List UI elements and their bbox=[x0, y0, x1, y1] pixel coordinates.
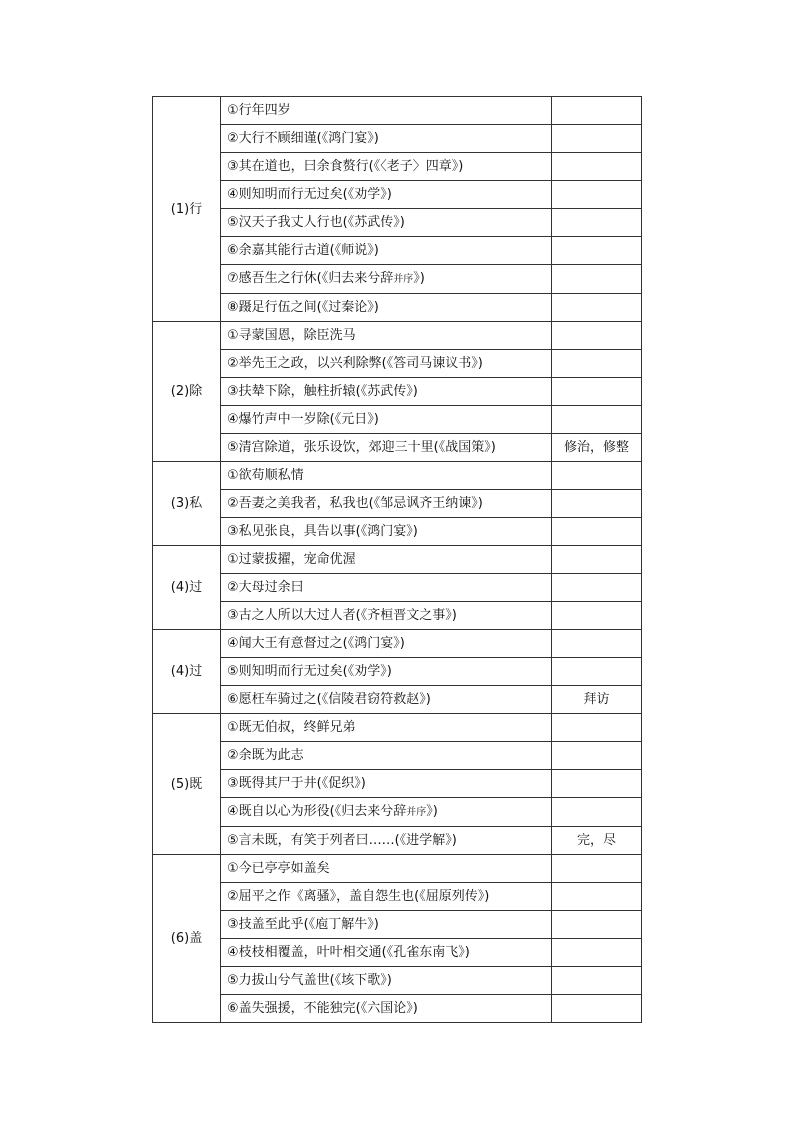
sentence-cell bbox=[221, 322, 552, 350]
table-row bbox=[153, 883, 642, 911]
meaning-cell bbox=[552, 574, 642, 602]
table-row bbox=[153, 827, 642, 855]
meaning-cell bbox=[552, 350, 642, 378]
sentence-cell bbox=[221, 686, 552, 714]
sentence-cell bbox=[221, 911, 552, 939]
meaning-cell bbox=[552, 462, 642, 490]
sentence-cell bbox=[221, 939, 552, 967]
sentence-text: ③既得其尸于井 bbox=[227, 776, 317, 791]
meaning-cell bbox=[552, 742, 642, 770]
sentence-text: ④闻大王有意督过之 bbox=[227, 636, 343, 651]
table-row bbox=[153, 686, 642, 714]
table-row bbox=[153, 153, 642, 181]
source-text: (《师说》) bbox=[329, 243, 379, 258]
sentence-text: ①寻蒙国恩，除臣洗马 bbox=[227, 328, 356, 343]
sentence-text: ③扶辇下除，触柱折辕 bbox=[227, 384, 356, 399]
source-end-text: 》) bbox=[413, 271, 425, 286]
meaning-cell bbox=[552, 406, 642, 434]
source-text: (《鸿门宴》) bbox=[342, 636, 405, 651]
table-row bbox=[153, 294, 642, 322]
meaning-cell bbox=[552, 658, 642, 686]
sentence-text: ⑧蹑足行伍之间 bbox=[227, 300, 317, 315]
source-text: (《庖丁解牛》) bbox=[303, 917, 379, 932]
meaning-cell bbox=[552, 883, 642, 911]
meaning-cell bbox=[552, 714, 642, 742]
keyword-cell: (6)盖 bbox=[153, 855, 221, 1023]
sentence-cell bbox=[221, 714, 552, 742]
table-row bbox=[153, 658, 642, 686]
sentence-text: ①既无伯叔，终鲜兄弟 bbox=[227, 720, 356, 735]
meaning-cell bbox=[552, 322, 642, 350]
table-row bbox=[153, 770, 642, 798]
keyword-cell: (5)既 bbox=[153, 714, 221, 855]
sentence-cell bbox=[221, 153, 552, 181]
sentence-cell bbox=[221, 294, 552, 322]
source-text: (《归去来兮辞 bbox=[316, 271, 394, 286]
meaning-cell bbox=[552, 855, 642, 883]
table-row bbox=[153, 967, 642, 995]
sentence-text: ②吾妻之美我者，私我也 bbox=[227, 496, 369, 511]
meaning-cell bbox=[552, 237, 642, 265]
table-row bbox=[153, 518, 642, 546]
sentence-cell bbox=[221, 770, 552, 798]
source-text: (《屈原列传》) bbox=[414, 889, 490, 904]
sentence-cell bbox=[221, 574, 552, 602]
vocabulary-table bbox=[152, 96, 642, 1023]
sentence-text: ⑤清宫除道，张乐设饮，郊迎三十里 bbox=[227, 440, 434, 455]
sentence-cell bbox=[221, 462, 552, 490]
sentence-text: ③古之人所以大过人者 bbox=[227, 608, 356, 623]
sentence-cell bbox=[221, 237, 552, 265]
table-row bbox=[153, 490, 642, 518]
meaning-cell bbox=[552, 939, 642, 967]
sentence-cell bbox=[221, 209, 552, 237]
source-text: (《战国策》) bbox=[433, 440, 496, 455]
keyword-cell: (4)过 bbox=[153, 630, 221, 714]
meaning-cell bbox=[552, 911, 642, 939]
source-text: (《进学解》) bbox=[394, 833, 457, 848]
table-row bbox=[153, 378, 642, 406]
source-small-text: 并序 bbox=[406, 807, 427, 818]
source-text: (《鸿门宴》) bbox=[316, 131, 379, 146]
source-text: (《劝学》) bbox=[342, 187, 392, 202]
table-row bbox=[153, 209, 642, 237]
source-small-text: 并序 bbox=[393, 274, 414, 285]
sentence-text: ②大母过余曰 bbox=[227, 580, 304, 595]
source-text: (《邹忌讽齐王纳谏》) bbox=[368, 496, 483, 511]
sentence-text: ②余既为此志 bbox=[227, 748, 304, 763]
sentence-text: ⑤则知明而行无过矣 bbox=[227, 664, 343, 679]
source-text: (《信陵君窃符救赵》) bbox=[316, 692, 431, 707]
meaning-cell bbox=[552, 125, 642, 153]
table-row bbox=[153, 97, 642, 125]
sentence-text: ⑥愿枉车骑过之 bbox=[227, 692, 317, 707]
sentence-text: ③私见张良，具告以事 bbox=[227, 524, 356, 539]
sentence-text: ⑤力拔山兮气盖世 bbox=[227, 973, 330, 988]
meaning-cell: 修治，修整 bbox=[552, 434, 642, 462]
sentence-cell bbox=[221, 125, 552, 153]
sentence-cell bbox=[221, 406, 552, 434]
sentence-cell bbox=[221, 434, 552, 462]
sentence-text: ②大行不顾细谨 bbox=[227, 131, 317, 146]
keyword-cell: (3)私 bbox=[153, 462, 221, 546]
meaning-cell bbox=[552, 490, 642, 518]
source-text: (《促织》) bbox=[316, 776, 366, 791]
sentence-cell bbox=[221, 658, 552, 686]
sentence-text: ⑤汉天子我丈人行也 bbox=[227, 215, 343, 230]
table-row bbox=[153, 911, 642, 939]
sentence-text: ⑦感吾生之行休 bbox=[227, 271, 317, 286]
sentence-text: ③技盖至此乎 bbox=[227, 917, 304, 932]
meaning-cell bbox=[552, 97, 642, 125]
meaning-cell bbox=[552, 153, 642, 181]
sentence-cell bbox=[221, 995, 552, 1023]
keyword-cell: (2)除 bbox=[153, 322, 221, 462]
sentence-cell bbox=[221, 798, 552, 827]
vocabulary-table-body bbox=[153, 97, 642, 1023]
meaning-cell bbox=[552, 770, 642, 798]
table-row bbox=[153, 125, 642, 153]
table-row bbox=[153, 265, 642, 294]
source-text: (《六国论》) bbox=[355, 1001, 418, 1016]
sentence-text: ②屈平之作《离骚》，盖自怨生也 bbox=[227, 889, 415, 904]
table-row bbox=[153, 855, 642, 883]
table-row bbox=[153, 434, 642, 462]
sentence-text: ①过蒙拔擢，宠命优渥 bbox=[227, 552, 356, 567]
table-row bbox=[153, 237, 642, 265]
sentence-text: ①今已亭亭如盖矣 bbox=[227, 861, 330, 876]
meaning-cell bbox=[552, 378, 642, 406]
sentence-cell bbox=[221, 97, 552, 125]
sentence-cell bbox=[221, 630, 552, 658]
meaning-cell bbox=[552, 630, 642, 658]
source-text: (《苏武传》) bbox=[355, 384, 418, 399]
sentence-cell bbox=[221, 350, 552, 378]
sentence-text: ①行年四岁 bbox=[227, 103, 291, 118]
meaning-cell bbox=[552, 967, 642, 995]
keyword-cell: (4)过 bbox=[153, 546, 221, 630]
sentence-text: ④枝枝相覆盖，叶叶相交通 bbox=[227, 945, 382, 960]
table-row bbox=[153, 714, 642, 742]
meaning-cell bbox=[552, 546, 642, 574]
meaning-cell bbox=[552, 265, 642, 294]
source-text: (《垓下歌》) bbox=[329, 973, 392, 988]
source-text: (《孔雀东南飞》) bbox=[381, 945, 470, 960]
table-row bbox=[153, 322, 642, 350]
table-row bbox=[153, 181, 642, 209]
sentence-cell bbox=[221, 855, 552, 883]
source-text: (《齐桓晋文之事》) bbox=[355, 608, 457, 623]
sentence-cell bbox=[221, 602, 552, 630]
source-text: (《过秦论》) bbox=[316, 300, 379, 315]
sentence-cell bbox=[221, 883, 552, 911]
sentence-text: ③其在道也，曰余食赘行 bbox=[227, 159, 369, 174]
keyword-cell: (1)行 bbox=[153, 97, 221, 322]
meaning-cell: 完，尽 bbox=[552, 827, 642, 855]
meaning-cell: 拜访 bbox=[552, 686, 642, 714]
source-end-text: 》) bbox=[426, 804, 438, 819]
meaning-cell bbox=[552, 995, 642, 1023]
table-row bbox=[153, 574, 642, 602]
sentence-cell bbox=[221, 265, 552, 294]
meaning-cell bbox=[552, 798, 642, 827]
table-row bbox=[153, 939, 642, 967]
sentence-cell bbox=[221, 967, 552, 995]
sentence-cell bbox=[221, 546, 552, 574]
sentence-text: ②举先王之政，以兴利除弊 bbox=[227, 356, 382, 371]
sentence-text: ④则知明而行无过矣 bbox=[227, 187, 343, 202]
table-row bbox=[153, 602, 642, 630]
table-row bbox=[153, 798, 642, 827]
sentence-cell bbox=[221, 490, 552, 518]
sentence-text: ⑤言未既，有笑于列者曰…… bbox=[227, 833, 395, 848]
sentence-cell bbox=[221, 742, 552, 770]
sentence-cell bbox=[221, 181, 552, 209]
meaning-cell bbox=[552, 181, 642, 209]
table-row bbox=[153, 462, 642, 490]
source-text: (《答司马谏议书》) bbox=[381, 356, 483, 371]
sentence-text: ⑥余嘉其能行古道 bbox=[227, 243, 330, 258]
sentence-cell bbox=[221, 827, 552, 855]
source-text: (《劝学》) bbox=[342, 664, 392, 679]
meaning-cell bbox=[552, 518, 642, 546]
source-text: (《鸿门宴》) bbox=[355, 524, 418, 539]
table-row bbox=[153, 350, 642, 378]
source-text: (《〈老子〉四章》) bbox=[368, 159, 464, 174]
table-row bbox=[153, 546, 642, 574]
sentence-text: ①欲苟顺私情 bbox=[227, 468, 304, 483]
sentence-text: ⑥盖失强援，不能独完 bbox=[227, 1001, 356, 1016]
meaning-cell bbox=[552, 209, 642, 237]
source-text: (《苏武传》) bbox=[342, 215, 405, 230]
meaning-cell bbox=[552, 602, 642, 630]
sentence-cell bbox=[221, 518, 552, 546]
sentence-text: ④爆竹声中一岁除 bbox=[227, 412, 330, 427]
table-row bbox=[153, 630, 642, 658]
meaning-cell bbox=[552, 294, 642, 322]
table-row bbox=[153, 995, 642, 1023]
source-text: (《元日》) bbox=[329, 412, 379, 427]
table-row bbox=[153, 406, 642, 434]
sentence-text: ④既自以心为形役 bbox=[227, 804, 330, 819]
sentence-cell bbox=[221, 378, 552, 406]
table-row bbox=[153, 742, 642, 770]
source-text: (《归去来兮辞 bbox=[329, 804, 407, 819]
